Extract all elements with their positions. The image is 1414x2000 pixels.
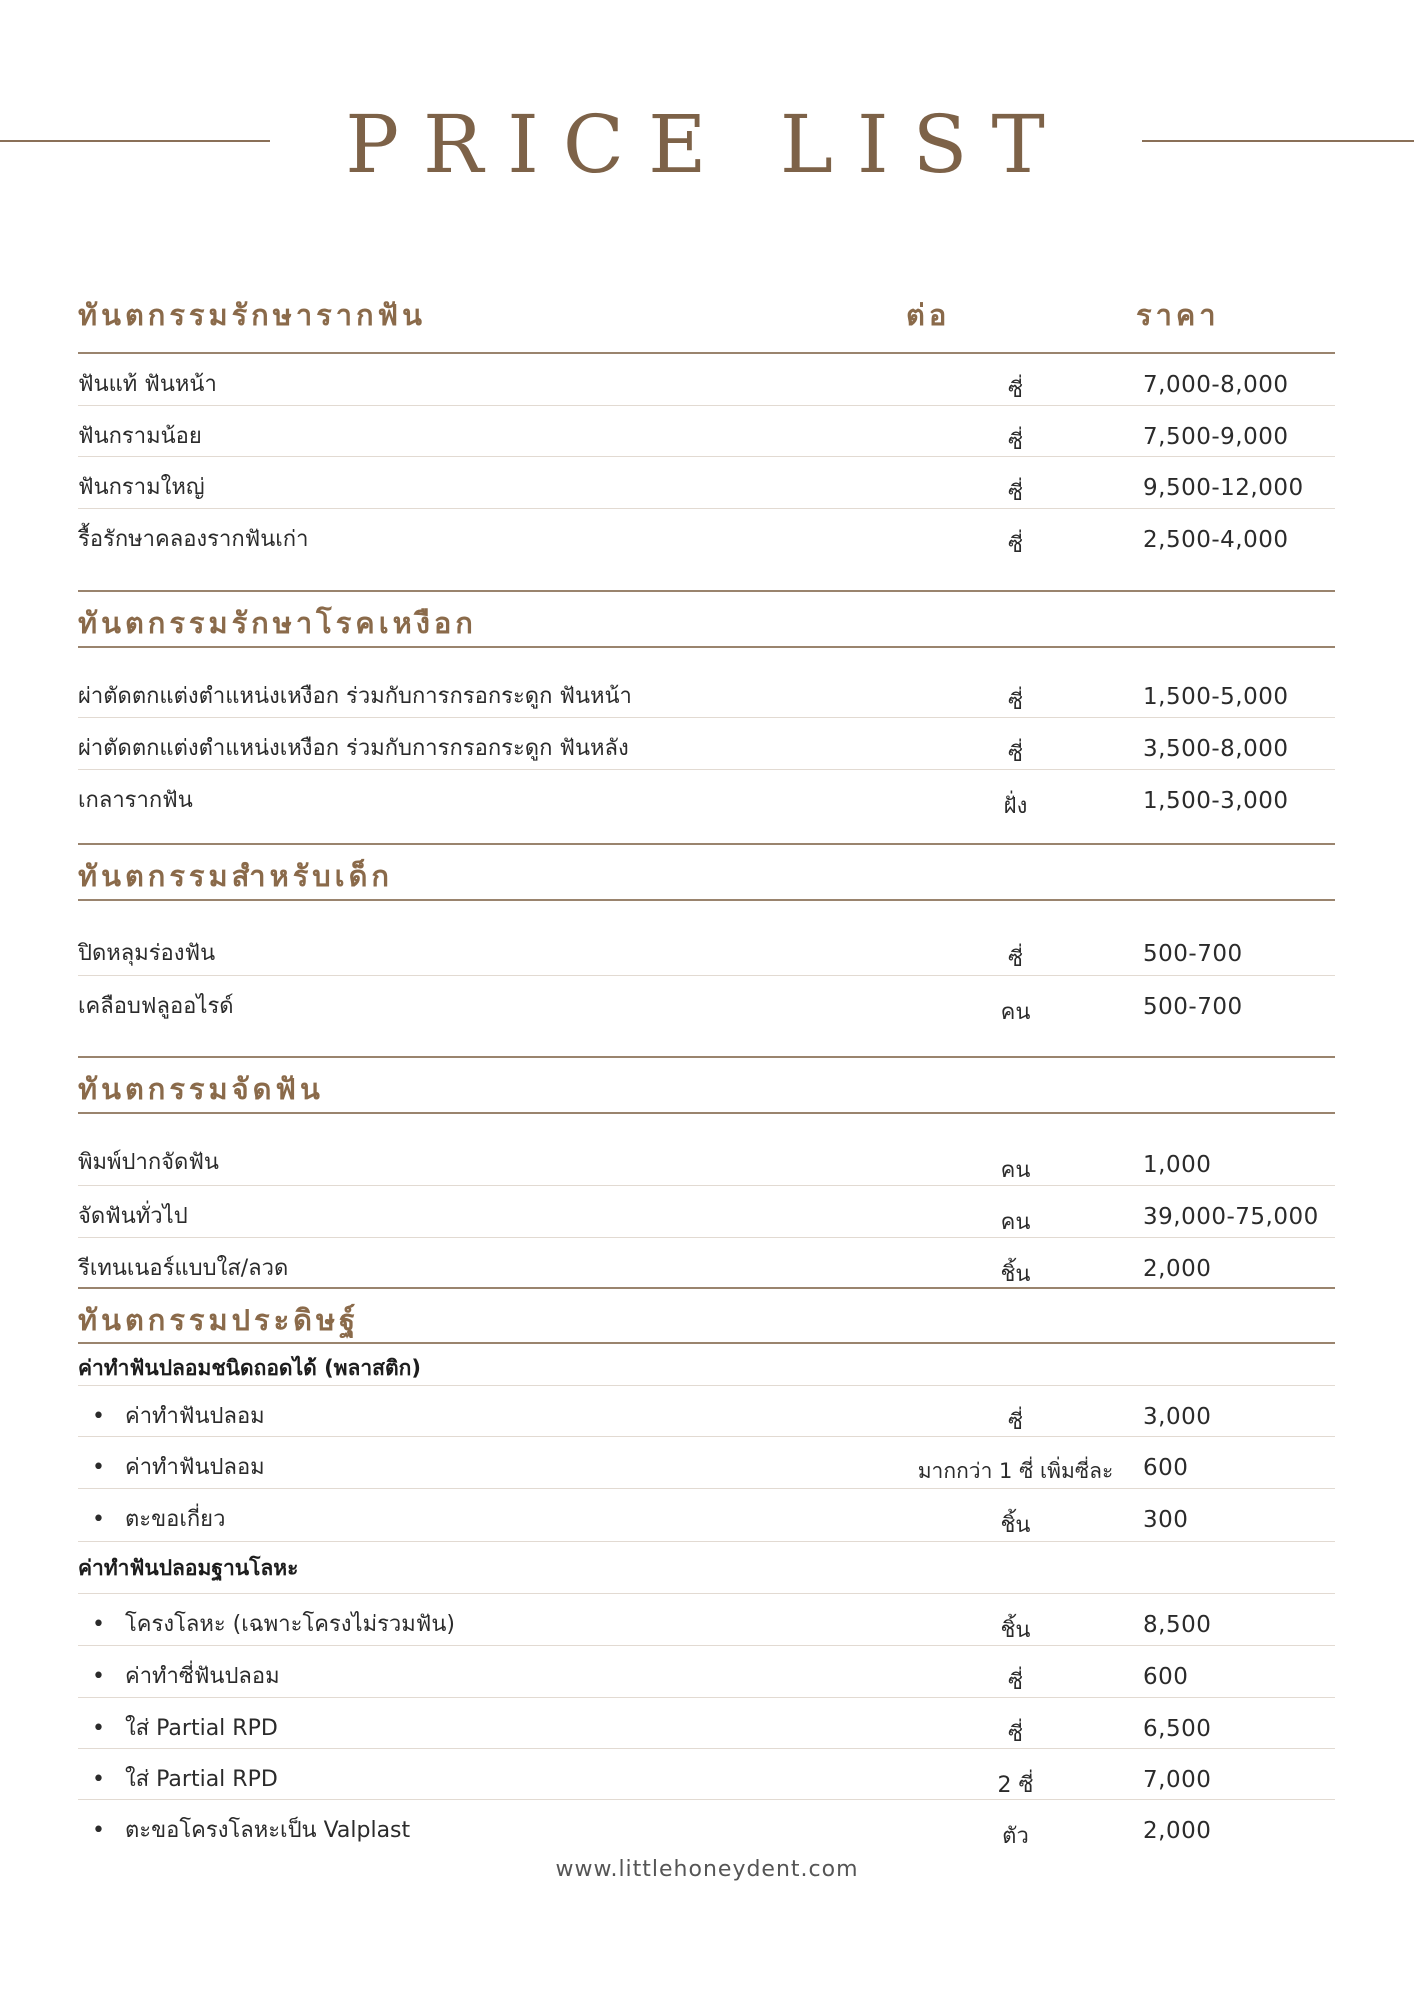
subsection-header-plastic: ค่าทำฟันปลอมชนิดถอดได้ (พลาสติก) (78, 1344, 1335, 1386)
table-header (78, 270, 1335, 354)
price-table (78, 270, 1335, 1850)
section-header-prosthodontics: ทันตกรรมประดิษฐ์ (78, 1287, 1335, 1344)
list-item: • โครงโลหะ (เฉพาะโครงไม่รวมฟัน) ชิ้น 8,500 (78, 1594, 1335, 1646)
list-item: • ตะขอโครงโลหะเป็น Valplast ตัว 2,000 (78, 1800, 1335, 1850)
list-item: • ใส่ Partial RPD 2 ซี่ 7,000 (78, 1749, 1335, 1800)
section-header-gum: ทันตกรรมรักษาโรคเหงือก (78, 590, 1335, 648)
list-item: • ตะขอเกี่ยว ชิ้น 300 (78, 1489, 1335, 1542)
table-row: รีเทนเนอร์แบบใส/ลวด ชิ้น 2,000 (78, 1256, 1212, 1287)
table-row: รื้อรักษาคลองรากฟันเก่า ซี่ 2,500-4,000 (78, 527, 1289, 558)
table-row: พิมพ์ปากจัดฟัน คน 1,000 (78, 1114, 1335, 1186)
list-item: • ค่าทำซี่ฟันปลอม ซี่ 600 (78, 1646, 1335, 1698)
footer-website-link[interactable]: www.littlehoneydent.com (555, 1857, 859, 1882)
table-row: เคลือบฟลูออไรด์ คน 500-700 (78, 994, 1243, 1025)
table-row: ฟันกรามใหญ่ ซี่ 9,500-12,000 (78, 457, 1335, 509)
list-item: • ใส่ Partial RPD ซี่ 6,500 (78, 1698, 1335, 1749)
section-header-children: ทันตกรรมสำหรับเด็ก (78, 843, 1335, 901)
table-row: จัดฟันทั่วไป คน 39,000-75,000 (78, 1186, 1335, 1238)
table-row: ผ่าตัดตกแต่งตำแหน่งเหงือก ร่วมกับการกรอกระดูก ฟันหน้า ซี่ 1,500-5,000 (78, 648, 1335, 718)
table-row: ปิดหลุมร่องฟัน ซี่ 500-700 (78, 901, 1335, 976)
table-row: ฟันกรามน้อย ซี่ 7,500-9,000 (78, 406, 1335, 457)
col-unit-header: ต่อ (906, 298, 951, 332)
page-title: PRICE LIST (345, 98, 1069, 191)
list-item: • ค่าทำฟันปลอม ซี่ 3,000 (78, 1386, 1335, 1437)
table-row: ผ่าตัดตกแต่งตำแหน่งเหงือก ร่วมกับการกรอกระดูก ฟันหลัง ซี่ 3,500-8,000 (78, 718, 1335, 770)
list-item: • ค่าทำฟันปลอม มากกว่า 1 ซี่ เพิ่มซี่ละ 600 (78, 1437, 1335, 1489)
table-row: เกลารากฟัน ฝั่ง 1,500-3,000 (78, 788, 1289, 819)
section-header-orthodontics: ทันตกรรมจัดฟัน (78, 1056, 1335, 1114)
col-price-header: ราคา (1136, 298, 1220, 332)
table-row: ฟันแท้ ฟันหน้า ซี่ 7,000-8,000 (78, 354, 1335, 406)
section-title-root-canal: ทันตกรรมรักษารากฟัน (78, 298, 426, 332)
title-rule-right (1142, 140, 1414, 142)
subsection-header-metal: ค่าทำฟันปลอมฐานโลหะ (78, 1542, 1335, 1594)
